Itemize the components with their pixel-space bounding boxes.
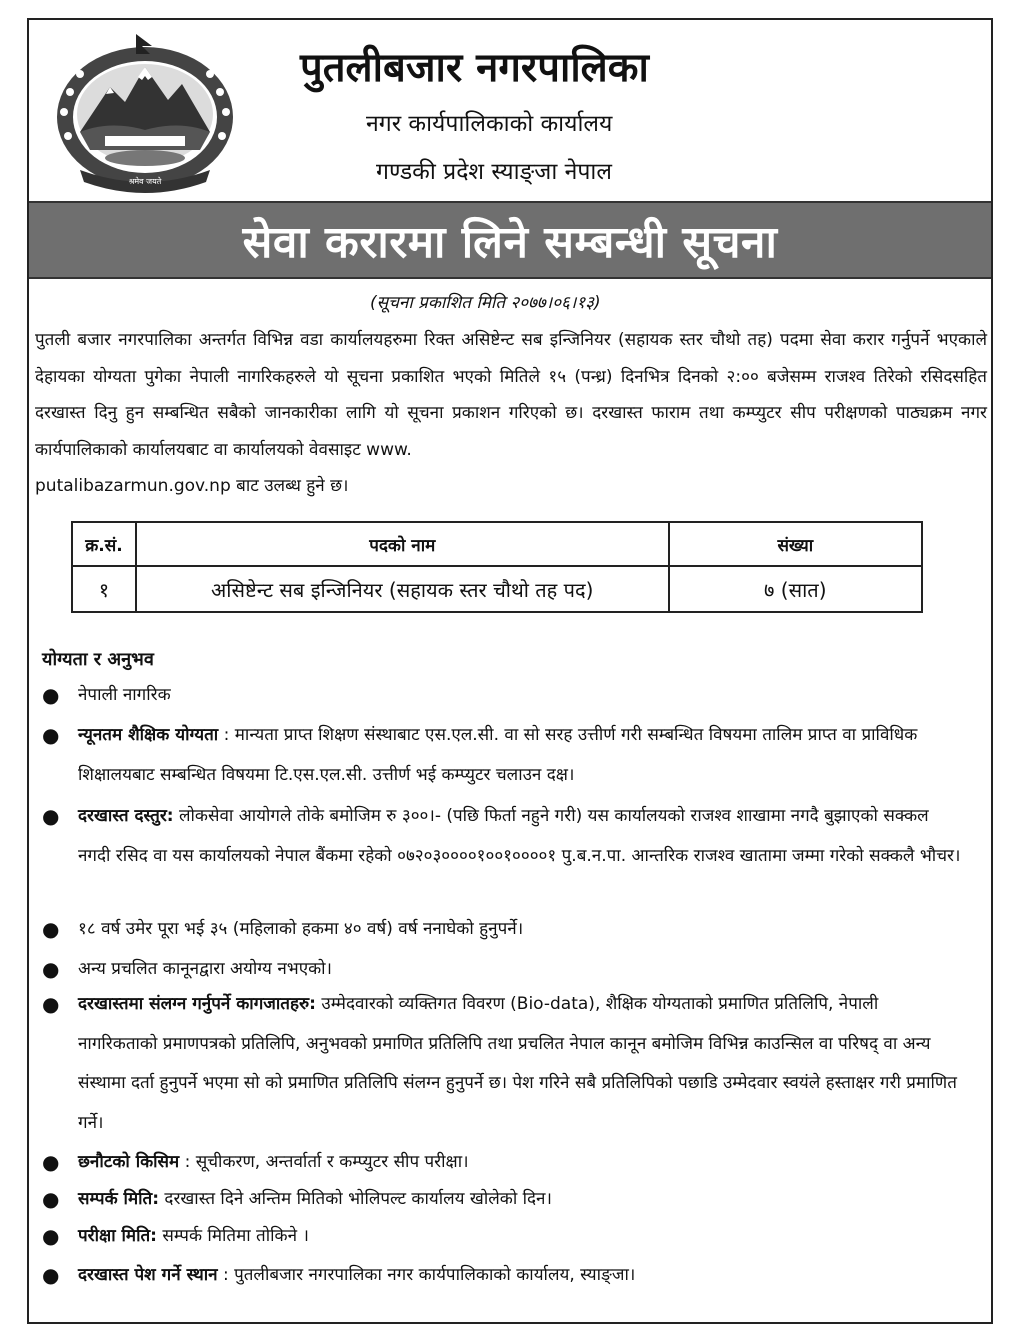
bullet-icon: ● [42,1224,60,1248]
table-row [72,566,922,612]
list-item: ● सम्पर्क मिति: दरखास्त दिने अन्तिम मितिको भोलिपल्ट कार्यालय खोलेको दिन। [42,1180,962,1220]
col-post-name: पदको नाम [136,522,669,566]
bullet-icon: ● [42,917,60,941]
row-post-name: असिष्टेन्ट सब इन्जिनियर (सहायक स्तर चौथो तह पद) [136,566,669,612]
col-serial: क्र.सं. [72,522,136,566]
bullet-icon: ● [42,957,60,981]
municipality-title: पुतलीबजार नगरपालिका [300,45,649,91]
qualification-heading: योग्यता र अनुभव [42,649,154,670]
list-item: ● न्यूनतम शैक्षिक योग्यता : मान्यता प्राप्त शिक्षण संस्थाबाट एस.एल.सी. वा सो सरह उत्तीर्ण गरी सम्बन्धित विषयमा तालिम प्राप्त वा प्राविधिक शिक्षालयबाट सम्बन्धित विषयमा टि.एस.एल.सी. उत्तीर्ण भई कम्प्युटर चलाउन दक्ष। [42,716,962,795]
list-item: ● दरखास्त दस्तुर: लोकसेवा आयोगले तोके बमोजिम रु ३००।- (पछि फिर्ता नहुने गरी) यस कार्यालयको राजश्व शाखामा नगदै बुझाएको सक्कल नगदी रसिद वा यस कार्यालयको नेपाल बैंकमा रहेको ०७२०३००००१००१००००१ पु.ब.न.पा. आन्तरिक राजश्व खातामा जम्मा गरेको सक्कलै भौचर। [42,797,962,876]
row-count: ७ (सात) [669,566,922,612]
list-item: ● अन्य प्रचलित कानूनद्वारा अयोग्य नभएको। [42,950,962,990]
notice-heading: सेवा करारमा लिने सम्बन्धी सूचना [242,217,778,268]
publish-date: (सूचना प्रकाशित मिति २०७७।०६।१३) [370,293,601,313]
list-item: ● छनौटको किसिम : सूचीकरण, अन्तर्वार्ता र कम्प्युटर सीप परीक्षा। [42,1143,962,1183]
website-line: putalibazarmun.gov.np बाट उलब्ध हुने छ। [35,476,349,496]
list-item: ● दरखास्त पेश गर्ने स्थान : पुतलीबजार नगरपालिका नगर कार्यपालिकाको कार्यालय, स्याङ्जा। [42,1256,962,1296]
nepal-emblem-icon [50,32,240,194]
bullet-icon: ● [42,804,60,828]
list-item: ● दरखास्तमा संलग्न गर्नुपर्ने कागजातहरु: उम्मेदवारको व्यक्तिगत विवरण (Bio-data), शैक्षिक योग्यताको प्रमाणित प्रतिलिपि, नेपाली नागरिकताको प्रमाणपत्रको प्रतिलिपि, अनुभवको प्रमाणित प्रतिलिपि तथा प्रचलित नेपाल कानून बमोजिम विभिन्न काउन्सिल वा परिषद् वा अन्य संस्थामा दर्ता हुनुपर्ने भएमा सो को प्रमाणित प्रतिलिपि संलग्न हुनुपर्ने छ। पेश गरिने सबै प्रतिलिपिको पछाडि उम्मेदवार स्वयंले हस्ताक्षर गरी प्रमाणित गर्ने। [42,985,962,1143]
bullet-icon: ● [42,683,60,707]
list-item: ● परीक्षा मिति: सम्पर्क मितिमा तोकिने । [42,1217,962,1257]
office-address: गण्डकी प्रदेश स्याङ्जा नेपाल [376,159,612,185]
vacancy-table [71,521,923,613]
office-name: नगर कार्यपालिकाको कार्यालय [366,111,613,137]
list-item: ● १८ वर्ष उमेर पूरा भई ३५ (महिलाको हकमा ४० वर्ष) वर्ष ननाघेको हुनुपर्ने। [42,910,962,950]
bullet-icon: ● [42,1187,60,1211]
bullet-icon: ● [42,1150,60,1174]
notice-banner [29,201,991,279]
intro-paragraph [35,322,987,505]
svg-text:श्रमेव जयते: श्रमेव जयते [128,177,162,186]
col-count: संख्या [669,522,922,566]
list-item: ● नेपाली नागरिक [42,676,962,716]
bullet-icon: ● [42,723,60,747]
bullet-icon: ● [42,992,60,1016]
row-serial: १ [72,566,136,612]
bullet-icon: ● [42,1263,60,1287]
intro-body: पुतली बजार नगरपालिका अन्तर्गत विभिन्न वडा कार्यालयहरुमा रिक्त असिष्टेन्ट सब इन्जिनियर (सहायक स्तर चौथो तह) पदमा सेवा करार गर्नुपर्ने भएकाले देहायका योग्यता पुगेका नेपाली नागरिकहरुले यो सूचना प्रकाशित भएको मितिले १५ (पन्ध्र) दिनभित्र दिनको २:०० बजेसम्म राजश्व तिरेको रसिदसहित दरखास्त दिनु हुन सम्बन्धित सबैको जानकारीका लागि यो सूचना प्रकाशन गरिएको छ। दरखास्त फाराम तथा कम्प्युटर सीप परीक्षणको पाठ्यक्रम नगर कार्यपालिकाको कार्यालयबाट वा कार्यालयको वेवसाइट www. [35,330,987,460]
table-header-row [72,522,922,566]
